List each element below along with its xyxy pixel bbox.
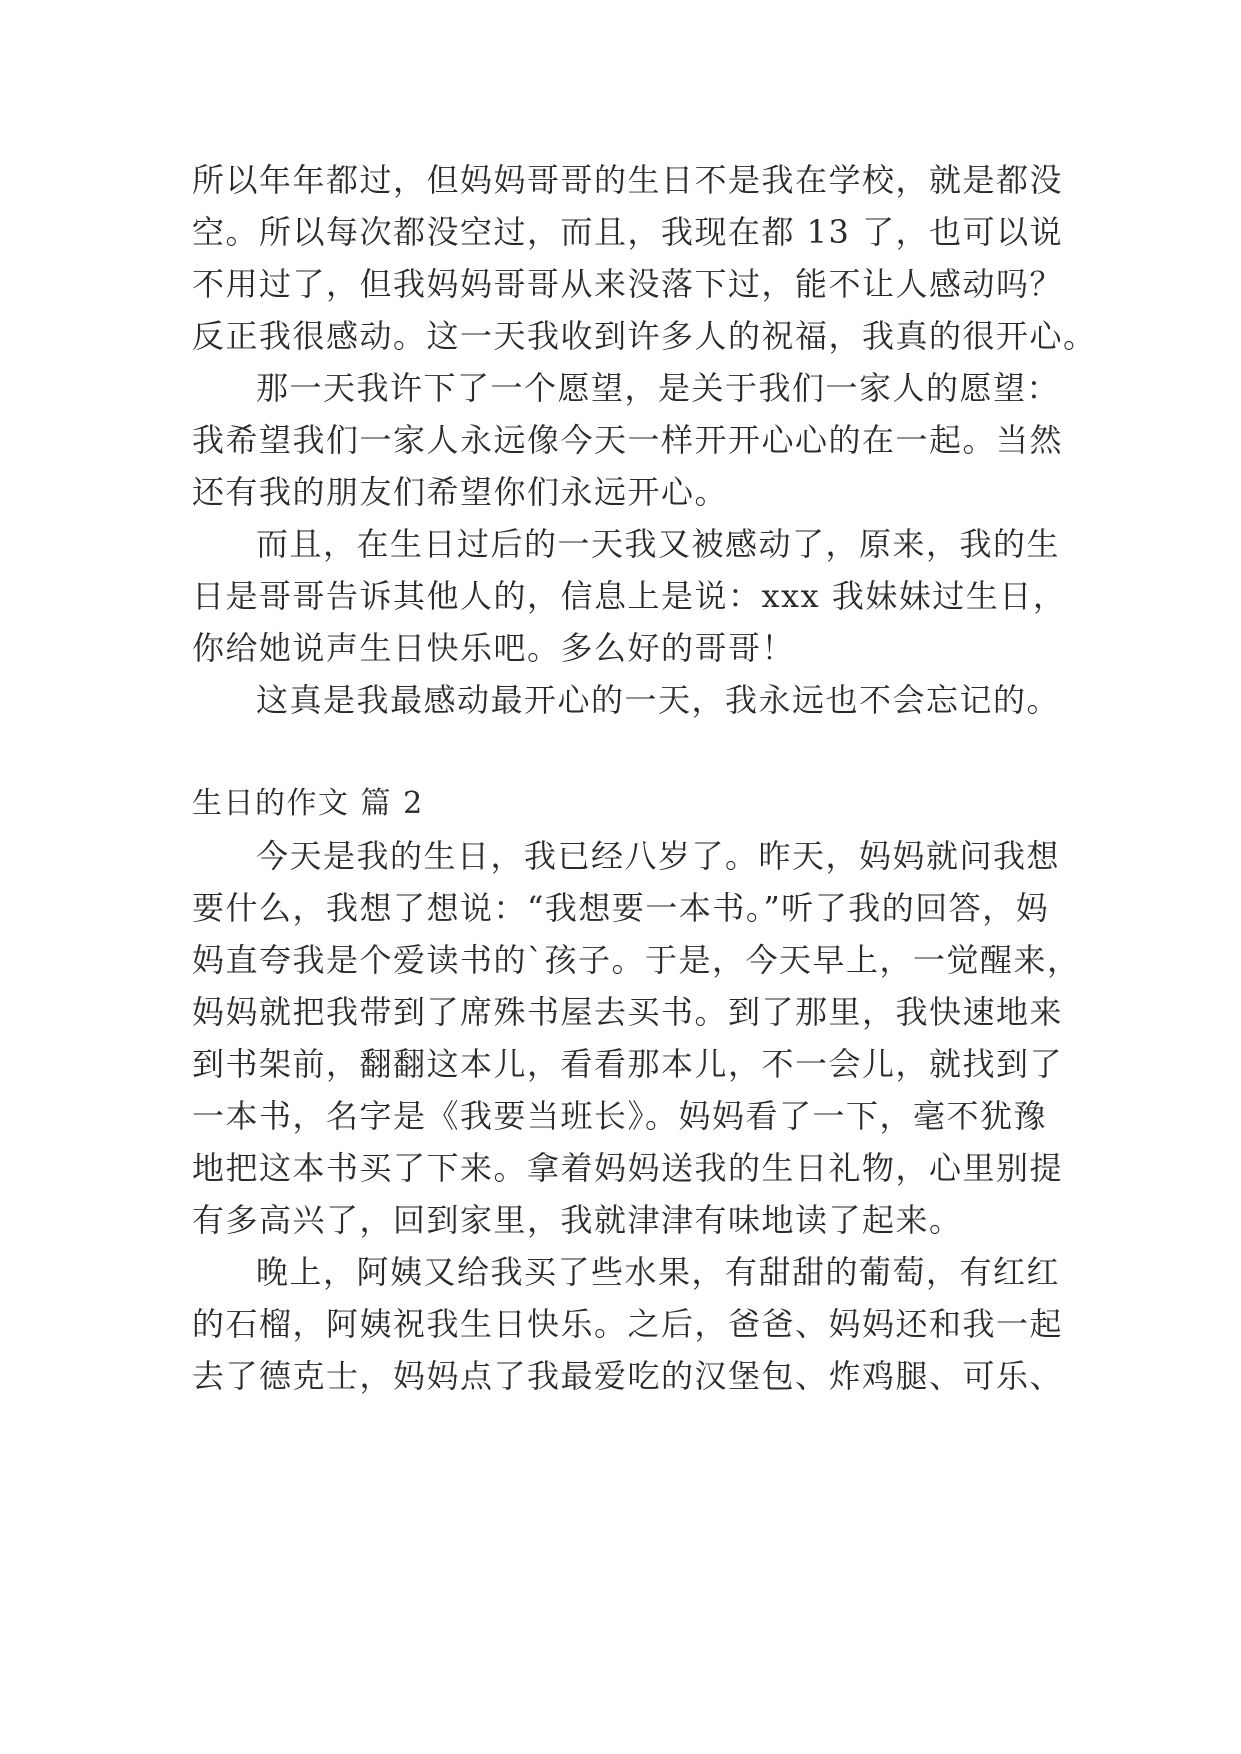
text-line: 而且，在生日过后的一天我又被感动了，原来，我的生 xyxy=(256,525,1061,563)
text-line: 所以年年都过，但妈妈哥哥的生日不是我在学校，就是都没 xyxy=(192,161,1064,199)
text-line: 你给她说声生日快乐吧。多么好的哥哥！ xyxy=(192,629,796,667)
text-line: 地把这本书买了下来。拿着妈妈送我的生日礼物，心里别提 xyxy=(192,1149,1064,1187)
text-line: 有多高兴了，回到家里，我就津津有味地读了起来。 xyxy=(192,1201,963,1239)
text-line: 到书架前，翻翻这本儿，看看那本儿，不一会儿，就找到了 xyxy=(192,1045,1064,1083)
text-line: 一本书，名字是《我要当班长》。妈妈看了一下，毫不犹豫 xyxy=(192,1097,1048,1135)
text-line: 反正我很感动。这一天我收到许多人的祝福，我真的很开心。 xyxy=(192,317,1097,355)
text-line: 不用过了，但我妈妈哥哥从来没落下过，能不让人感动吗？ xyxy=(192,265,1064,303)
text-line: 晚上，阿姨又给我买了些水果，有甜甜的葡萄，有红红 xyxy=(256,1253,1061,1291)
text-line: 去了德克士，妈妈点了我最爱吃的汉堡包、炸鸡腿、可乐、 xyxy=(192,1357,1064,1395)
section-heading: 生日的作文 篇 2 xyxy=(192,786,424,821)
text-line: 的石榴，阿姨祝我生日快乐。之后，爸爸、妈妈还和我一起 xyxy=(192,1305,1064,1343)
text-line: 还有我的朋友们希望你们永远开心。 xyxy=(192,473,729,511)
text-line: 妈妈就把我带到了席殊书屋去买书。到了那里，我快速地来 xyxy=(192,993,1064,1031)
text-line: 日是哥哥告诉其他人的，信息上是说：xxx 我妹妹过生日， xyxy=(192,577,1067,615)
text-line: 我希望我们一家人永远像今天一样开开心心的在一起。当然 xyxy=(192,421,1064,459)
text-line: 妈直夸我是个爱读书的`孩子。于是，今天早上，一觉醒来， xyxy=(192,941,1081,979)
text-line: 空。所以每次都没空过，而且，我现在都 13 了，也可以说 xyxy=(192,213,1064,251)
text-line: 要什么，我想了想说：“我想要一本书。”听了我的回答，妈 xyxy=(192,889,1050,927)
text-line: 今天是我的生日，我已经八岁了。昨天，妈妈就问我想 xyxy=(256,837,1061,875)
text-line: 那一天我许下了一个愿望，是关于我们一家人的愿望： xyxy=(256,369,1061,407)
text-line: 这真是我最感动最开心的一天，我永远也不会忘记的。 xyxy=(256,681,1061,719)
